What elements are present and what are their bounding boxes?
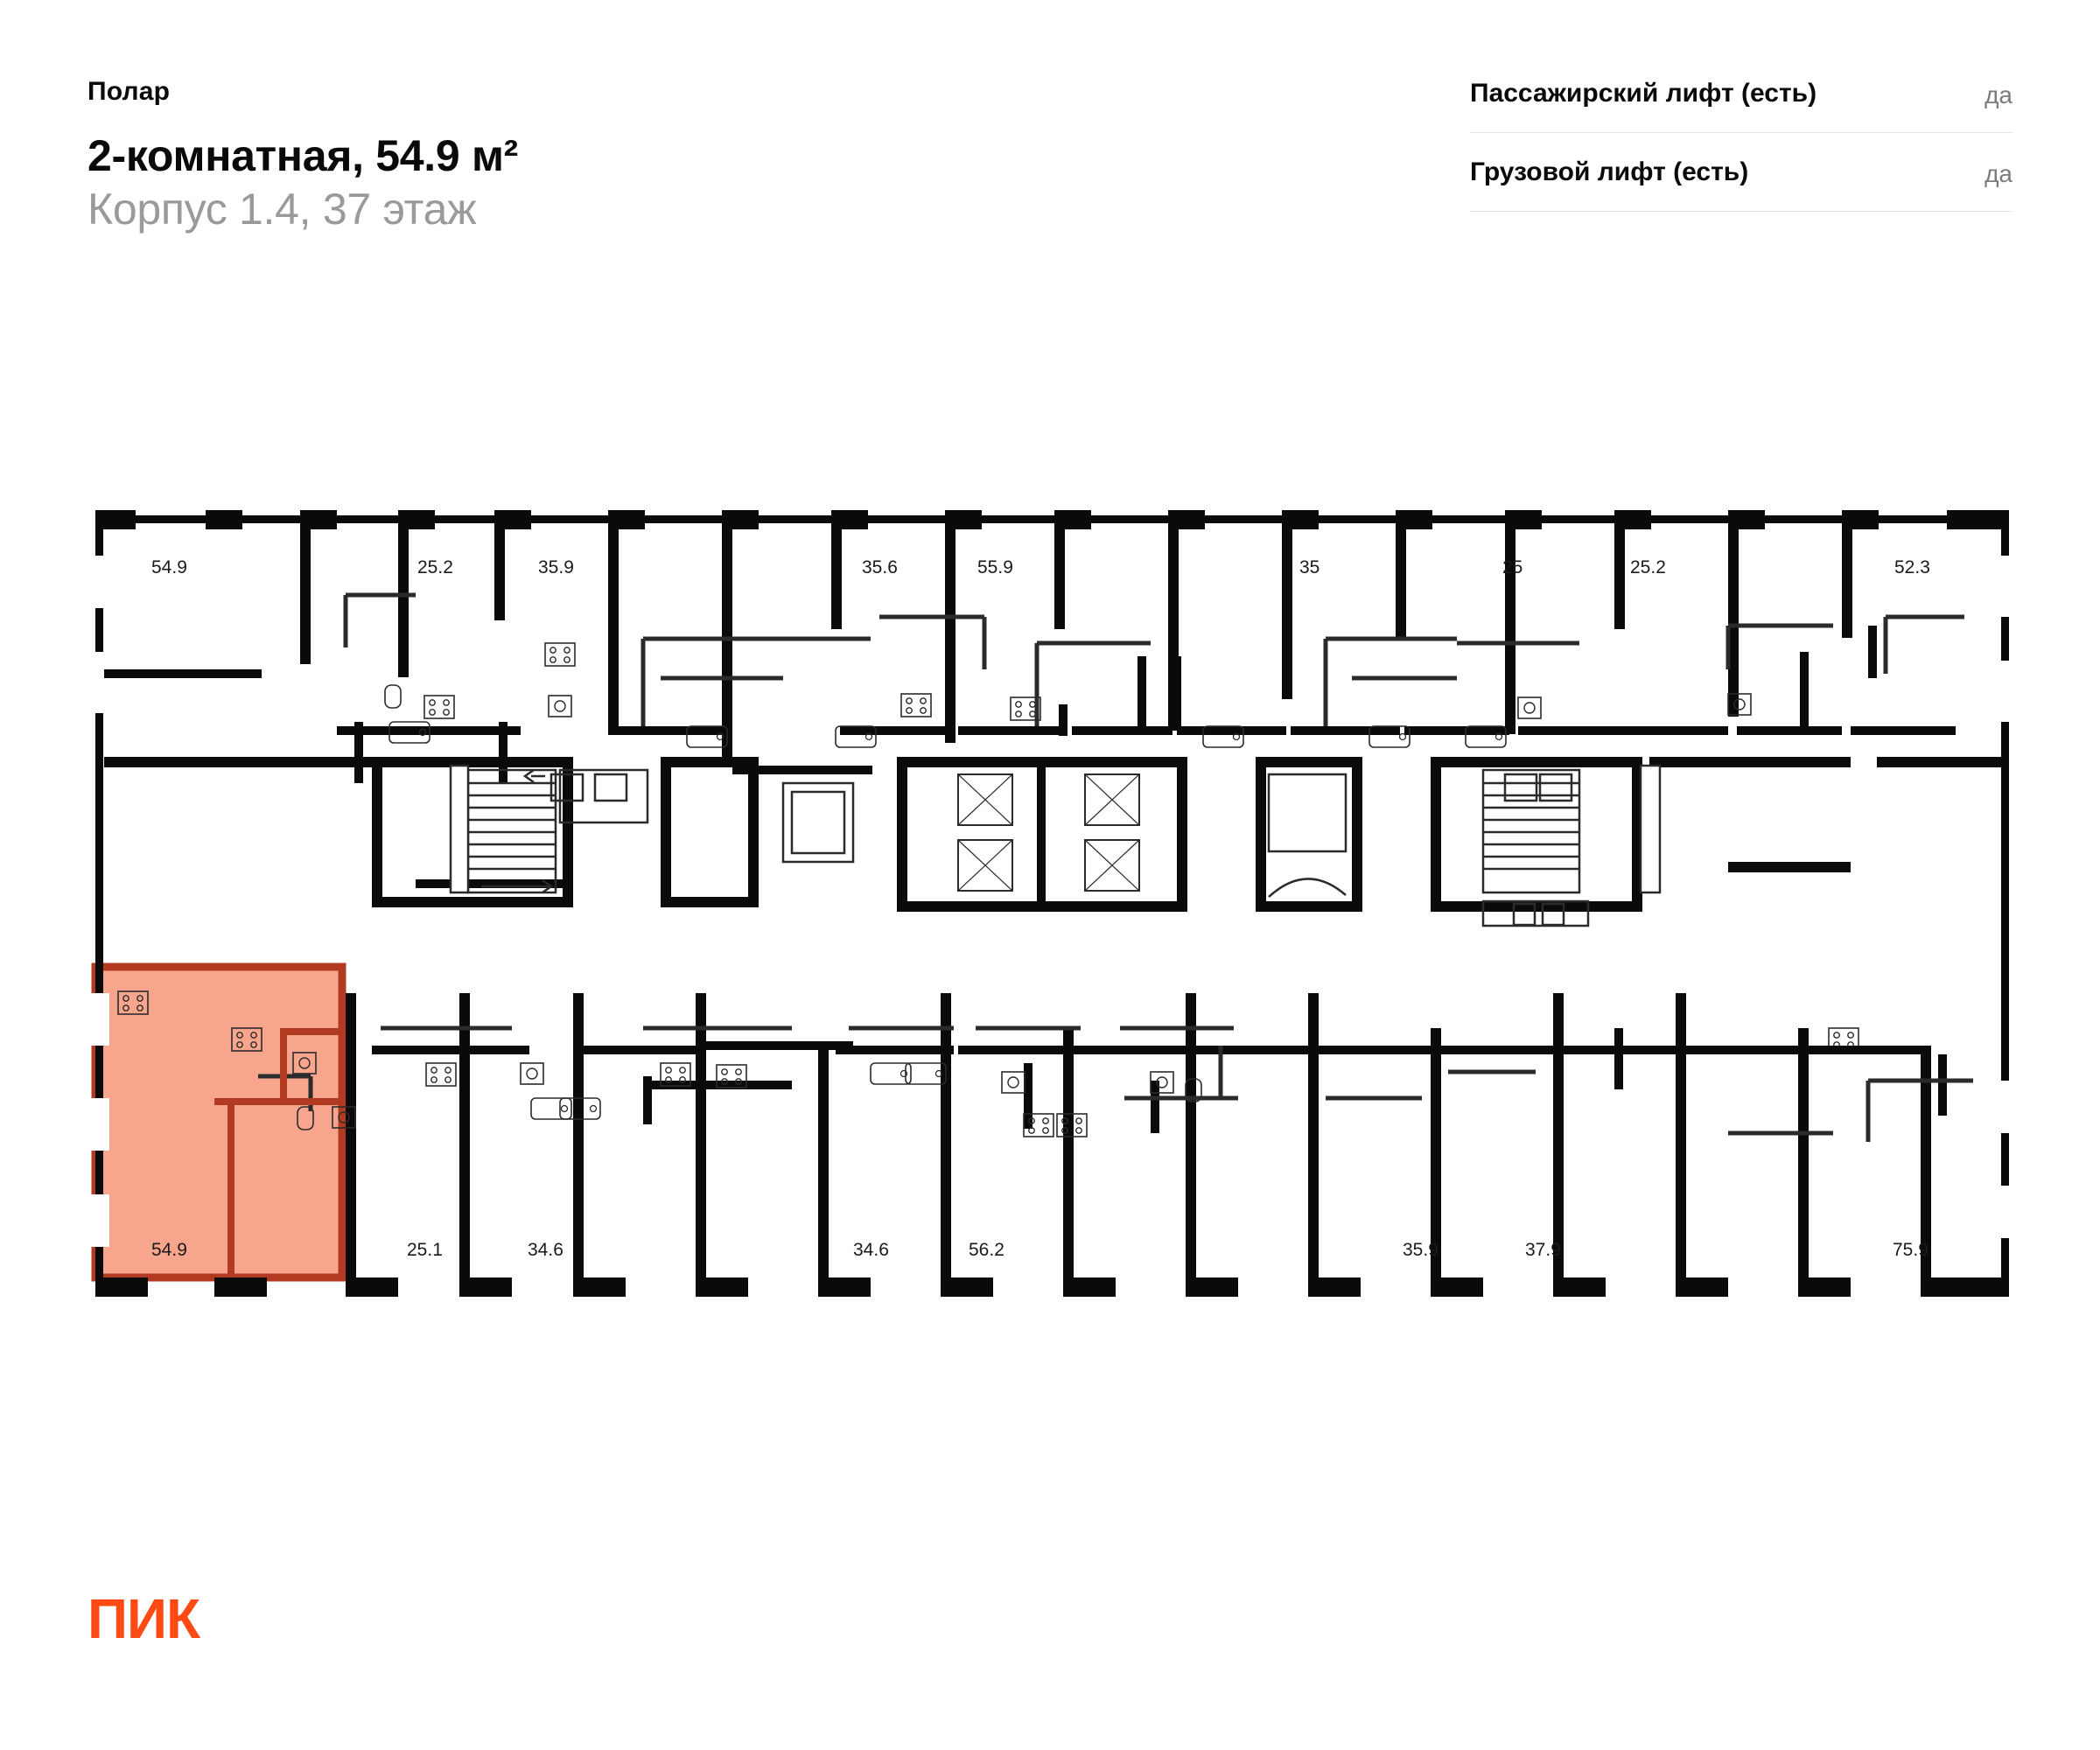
area-label: 34.6 (853, 1240, 889, 1260)
area-label: 25 (1502, 557, 1523, 578)
area-label: 37.9 (1525, 1240, 1561, 1260)
pik-logo: ПИК (88, 1587, 200, 1650)
building-core (104, 757, 2008, 926)
area-label: 35.9 (538, 557, 574, 578)
page-header (88, 77, 1138, 236)
interior-partitions-bottom (258, 1028, 1973, 1142)
page-title: 2-комнатная, 54.9 м² (88, 131, 518, 180)
page-subtitle: Корпус 1.4, 37 этаж (88, 185, 477, 234)
interior-walls-bottom (346, 993, 1947, 1295)
area-label: 54.9 (151, 557, 187, 578)
specs-table (1470, 70, 2012, 212)
area-label: 35.6 (862, 557, 898, 578)
area-label: 25.2 (1630, 557, 1666, 578)
area-label: 56.2 (969, 1240, 1004, 1260)
passenger-elevator-icon (958, 774, 1139, 891)
staircase-icon (468, 770, 556, 892)
spec-row (1470, 133, 2012, 212)
area-label: 35 (1299, 557, 1320, 578)
spec-label: Грузовой лифт (есть) (1470, 158, 1749, 186)
project-name: Полар (88, 77, 171, 106)
cargo-elevator-icon (1269, 774, 1346, 897)
floor-plan[interactable] (83, 503, 2021, 1387)
area-label-selected: 54.9 (151, 1240, 187, 1260)
area-label: 25.2 (417, 557, 453, 578)
area-label: 55.9 (977, 557, 1013, 578)
area-label: 52.3 (1894, 557, 1930, 578)
staircase-icon (1483, 770, 1579, 892)
area-label: 75.9 (1893, 1240, 1928, 1260)
interior-walls-top (104, 515, 1956, 783)
spec-value: да (1984, 81, 2012, 108)
spec-row (1470, 70, 2012, 133)
spec-label: Пассажирский лифт (есть) (1470, 79, 1817, 108)
area-label: 25.1 (407, 1240, 443, 1260)
area-label: 34.6 (528, 1240, 564, 1260)
interior-partitions-top (346, 595, 1964, 726)
area-label: 35.9 (1403, 1240, 1438, 1260)
spec-value: да (1984, 160, 2012, 187)
